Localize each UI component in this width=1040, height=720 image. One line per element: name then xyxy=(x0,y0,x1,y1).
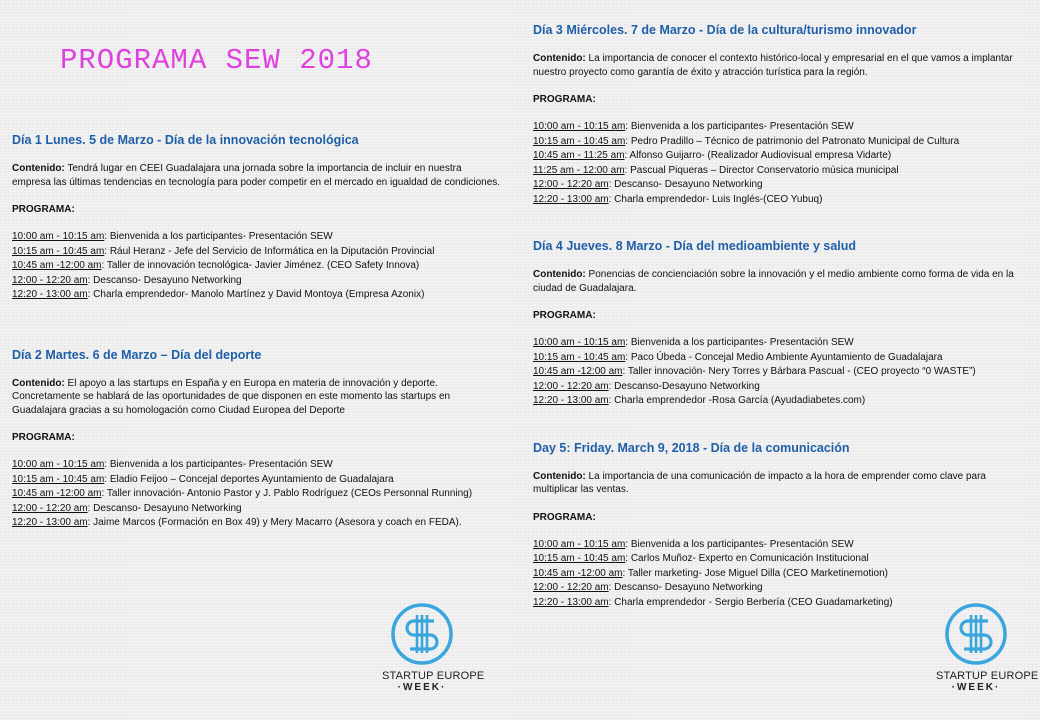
schedule-item xyxy=(12,274,502,289)
schedule-list xyxy=(533,336,1028,409)
schedule-time: 10:15 am - 10:45 am xyxy=(12,245,105,257)
content-label: Contenido: xyxy=(12,163,65,174)
day-description xyxy=(12,162,502,189)
schedule-time: 11:25 am - 12:00 am xyxy=(533,164,625,176)
schedule-item xyxy=(533,567,1028,582)
schedule-time: 10:00 am - 10:15 am xyxy=(533,121,626,132)
schedule-time: 10:00 am - 10:15 am xyxy=(12,459,105,470)
schedule-time: 10:15 am - 10:45 am xyxy=(533,351,626,363)
schedule-time: 12:00 - 12:20 am xyxy=(533,582,609,593)
content-label: Contenido: xyxy=(533,269,586,280)
schedule-time: 10:00 am - 10:15 am xyxy=(12,231,105,242)
day-heading: Día 2 Martes. 6 de Marzo – Día del deporte xyxy=(12,347,262,362)
schedule-text: : Bienvenida a los participantes- Presentación SEW xyxy=(625,121,854,132)
schedule-item xyxy=(533,552,1028,567)
day-description xyxy=(533,268,1028,295)
startup-europe-week-logo xyxy=(936,602,1039,693)
day-heading: Día 3 Miércoles. 7 de Marzo - Día de la cultura/turismo innovador xyxy=(533,23,917,37)
schedule-item xyxy=(533,178,1028,193)
schedule-time: 12:00 - 12:20 am xyxy=(533,380,609,392)
schedule-text: : Charla emprendedor- Manolo Martínez y David Montoya (Empresa Azonix) xyxy=(87,289,425,300)
content-label: Contenido: xyxy=(12,377,65,389)
day-2-section xyxy=(12,347,502,531)
schedule-text: : Bienvenida a los participantes- Presentación SEW xyxy=(625,337,854,348)
schedule-item xyxy=(533,164,1028,179)
schedule-time: 10:45 am -12:00 am xyxy=(533,366,623,377)
schedule-time: 10:45 am -12:00 am xyxy=(12,260,102,271)
schedule-text: : Taller de innovación tecnológica- Javier Jiménez. (CEO Safety Innova) xyxy=(101,260,420,271)
schedule-item xyxy=(533,135,1028,150)
day-heading: Día 4 Jueves. 8 Marzo - Día del medioambiente y salud xyxy=(533,239,857,253)
schedule-item xyxy=(533,365,1028,380)
content-text: Ponencias de concienciación sobre la innovación y el medio ambiente como forma de vida en la ciudad de Guadalajara. xyxy=(533,269,1014,294)
day-1-section xyxy=(12,132,502,303)
schedule-time: 10:45 am -12:00 am xyxy=(533,567,623,579)
schedule-time: 10:00 am - 10:15 am xyxy=(533,538,626,550)
day-3-section xyxy=(533,22,1028,207)
content-label: Contenido: xyxy=(533,53,586,64)
schedule-item xyxy=(533,149,1028,164)
day-5-section xyxy=(533,440,1028,611)
day-description xyxy=(533,52,1028,79)
schedule-item xyxy=(533,380,1028,395)
day-description xyxy=(533,470,1028,497)
schedule-text: : Rául Heranz - Jefe del Servicio de Informática en la Diputación Provincial xyxy=(104,245,435,257)
content-label: Contenido: xyxy=(533,470,586,482)
content-text: El apoyo a las startups en España y en Europa en materia de innovación y deporte. Concretamente se hablará de las oportunidades de que disponen en este momento las startups en Guadalajara gracias a su homologación como Ciudad Europea del Deporte xyxy=(12,377,451,416)
startup-europe-week-logo xyxy=(382,602,485,693)
schedule-item xyxy=(533,538,1028,553)
left-column xyxy=(12,132,502,531)
schedule-text: : Jaime Marcos (Formación en Box 49) y Mery Macarro (Asesora y coach en FEDA). xyxy=(87,517,462,528)
schedule-text: : Descanso- Desayuno Networking xyxy=(87,274,242,286)
schedule-text: : Descanso- Desayuno Networking xyxy=(608,582,763,593)
schedule-time: 12:20 - 13:00 am xyxy=(533,596,609,608)
schedule-item xyxy=(12,458,502,473)
schedule-item xyxy=(12,502,502,517)
schedule-item xyxy=(533,394,1028,409)
schedule-item xyxy=(533,351,1028,366)
logo-text-line2: ·WEEK· xyxy=(397,682,447,693)
schedule-text: : Carlos Muñoz- Experto en Comunicación Institucional xyxy=(625,553,869,564)
schedule-text: : Bienvenida a los participantes- Presentación SEW xyxy=(625,538,854,550)
day-heading: Day 5: Friday. March 9, 2018 - Día de la comunicación xyxy=(533,440,850,455)
page-title: PROGRAMA SEW 2018 xyxy=(60,44,373,77)
schedule-list xyxy=(12,230,502,303)
sew-logo-icon xyxy=(390,602,454,666)
schedule-item xyxy=(12,288,502,303)
schedule-item xyxy=(12,230,502,245)
schedule-text: : Eladio Feijoo – Concejal deportes Ayuntamiento de Guadalajara xyxy=(104,473,394,485)
schedule-item xyxy=(12,516,502,531)
schedule-list xyxy=(12,458,502,531)
schedule-text: : Alfonso Guijarro- (Realizador Audiovisual empresa Vidarte) xyxy=(624,150,892,161)
content-text: La importancia de conocer el contexto histórico-local y empresarial en el que vamos a implantar nuestro proyecto como garantía de éxito y atracción turística para la región. xyxy=(533,53,1013,78)
schedule-text: : Bienvenida a los participantes- Presentación SEW xyxy=(104,231,333,242)
programa-label: PROGRAMA: xyxy=(533,94,596,105)
sew-logo-icon xyxy=(944,602,1008,666)
schedule-item xyxy=(533,336,1028,351)
programa-label: PROGRAMA: xyxy=(12,432,75,443)
schedule-time: 12:20 - 13:00 am xyxy=(12,289,88,300)
schedule-text: : Descanso-Desayuno Networking xyxy=(608,380,760,392)
schedule-item xyxy=(533,120,1028,135)
schedule-time: 10:15 am - 10:45 am xyxy=(12,473,105,485)
programa-label: PROGRAMA: xyxy=(533,310,596,321)
right-column xyxy=(533,22,1028,610)
schedule-text: : Pascual Piqueras – Director Conservatorio música municipal xyxy=(624,164,899,176)
day-description xyxy=(12,377,502,418)
schedule-list xyxy=(533,538,1028,611)
schedule-text: : Charla emprendedor - Sergio Berbería (CEO Guadamarketing) xyxy=(608,596,893,608)
schedule-item xyxy=(533,581,1028,596)
schedule-time: 10:00 am - 10:15 am xyxy=(533,337,626,348)
logo-text-line1: STARTUP EUROPE xyxy=(936,670,1039,682)
schedule-text: : Charla emprendedor- Luis Inglés-(CEO Yubuq) xyxy=(608,193,823,205)
schedule-item xyxy=(12,487,502,502)
schedule-time: 12:00 - 12:20 am xyxy=(12,502,88,514)
schedule-item xyxy=(533,193,1028,208)
schedule-text: : Taller innovación- Nery Torres y Bárbara Pascual - (CEO proyecto “0 WASTE”) xyxy=(622,366,976,377)
programa-label: PROGRAMA: xyxy=(12,204,75,215)
schedule-time: 12:20 - 13:00 am xyxy=(533,395,609,406)
schedule-time: 12:20 - 13:00 am xyxy=(12,517,88,528)
schedule-time: 12:00 - 12:20 am xyxy=(533,179,609,190)
schedule-time: 10:15 am - 10:45 am xyxy=(533,553,626,564)
content-text: La importancia de una comunicación de impacto a la hora de emprender como clave para multiplicar las ventas. xyxy=(533,470,986,495)
schedule-time: 10:45 am - 11:25 am xyxy=(533,150,625,161)
schedule-list xyxy=(533,120,1028,207)
schedule-time: 10:15 am - 10:45 am xyxy=(533,135,626,147)
content-text: Tendrá lugar en CEEI Guadalajara una jornada sobre la importancia de incluir en nuestra empresa las últimas tendencias en tecnología para poder competir en el mercado en igualdad de condiciones. xyxy=(12,163,501,188)
schedule-text: : Descanso- Desayuno Networking xyxy=(608,179,763,190)
logo-text-line1: STARTUP EUROPE xyxy=(382,670,485,682)
schedule-item xyxy=(12,259,502,274)
schedule-text: : Bienvenida a los participantes- Presentación SEW xyxy=(104,459,333,470)
programa-label: PROGRAMA: xyxy=(533,511,596,523)
schedule-time: 10:45 am -12:00 am xyxy=(12,488,102,499)
schedule-time: 12:00 - 12:20 am xyxy=(12,274,88,286)
schedule-item xyxy=(12,473,502,488)
day-heading: Día 1 Lunes. 5 de Marzo - Día de la innovación tecnológica xyxy=(12,133,359,147)
schedule-text: : Taller marketing- Jose Miguel Dilla (CEO Marketinemotion) xyxy=(622,567,888,579)
schedule-text: : Descanso- Desayuno Networking xyxy=(87,502,242,514)
schedule-item xyxy=(12,245,502,260)
schedule-text: : Taller innovación- Antonio Pastor y J. Pablo Rodríguez (CEOs Personnal Running) xyxy=(101,488,473,499)
schedule-text: : Paco Úbeda - Concejal Medio Ambiente Ayuntamiento de Guadalajara xyxy=(625,351,943,363)
logo-text-line2: ·WEEK· xyxy=(951,682,1001,693)
day-4-section xyxy=(533,238,1028,409)
schedule-text: : Pedro Pradillo – Técnico de patrimonio del Patronato Municipal de Cultura xyxy=(625,135,960,147)
schedule-time: 12:20 - 13:00 am xyxy=(533,193,609,205)
schedule-text: : Charla emprendedor -Rosa García (Ayudadiabetes.com) xyxy=(608,395,866,406)
